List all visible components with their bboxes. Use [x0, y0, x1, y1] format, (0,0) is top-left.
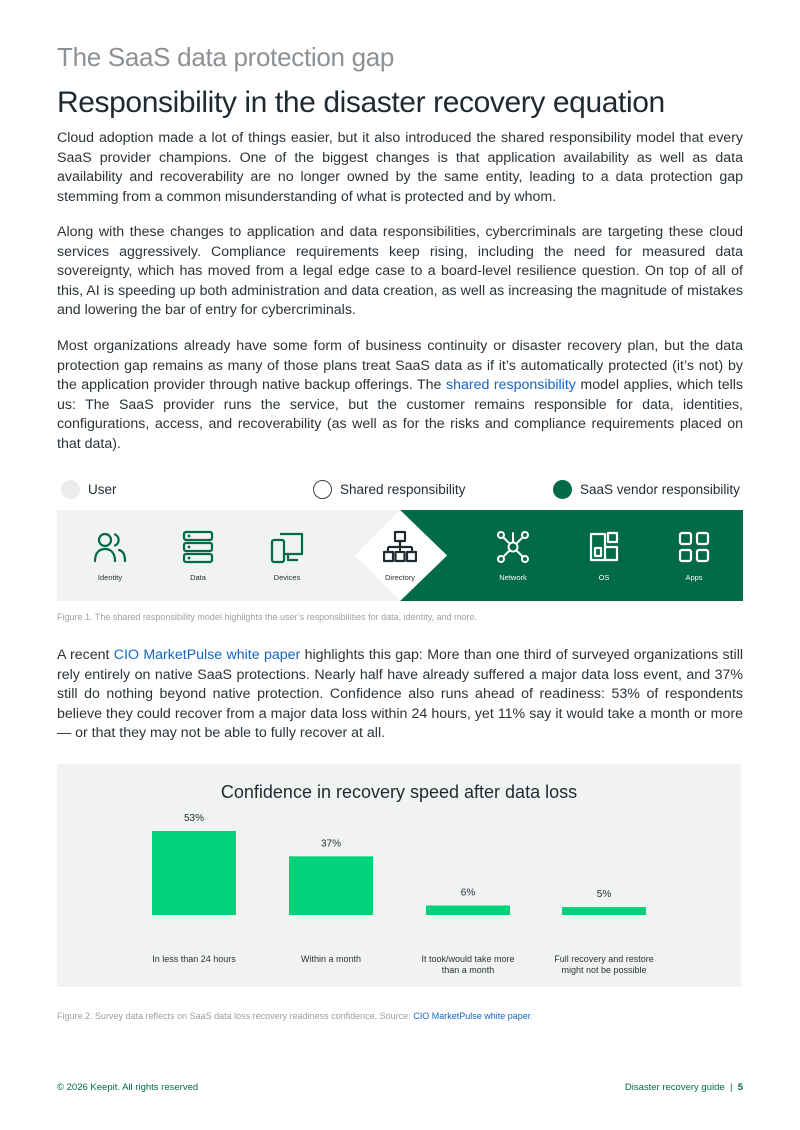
legend-shared	[313, 480, 465, 499]
resp-item-directory	[360, 510, 440, 601]
chart-title: Confidence in recovery speed after data loss	[220, 782, 578, 802]
os-icon	[587, 530, 621, 564]
bar-0	[152, 831, 236, 915]
bar-1	[289, 856, 373, 915]
category-label: It took/would take more	[421, 954, 515, 964]
resp-label: OS	[598, 573, 610, 582]
resp-item-os	[564, 510, 644, 601]
marketpulse-link[interactable]: CIO MarketPulse white paper	[113, 647, 301, 663]
paragraph-text: A recent	[57, 647, 114, 663]
apps-icon	[677, 530, 711, 564]
legend-label: User	[88, 482, 117, 497]
resp-item-apps	[654, 510, 734, 601]
chart-canvas	[57, 764, 741, 987]
footer-page-info	[625, 1082, 743, 1093]
caption-text: .	[530, 1011, 533, 1021]
category-label: might not be possible	[561, 965, 647, 975]
data-icon	[181, 530, 215, 564]
legend-vendor	[553, 480, 740, 499]
category-label: than a month	[441, 965, 495, 975]
resp-label: Devices	[273, 573, 301, 582]
marketpulse-paragraph	[57, 646, 743, 744]
legend-label: Shared responsibility	[340, 482, 466, 497]
value-label: 53%	[183, 813, 205, 824]
resp-label: Identity	[97, 573, 123, 582]
responsibility-band	[57, 510, 743, 601]
recovery-confidence-chart	[57, 764, 741, 987]
resp-label: Data	[190, 573, 206, 582]
responsibility-legend	[57, 480, 743, 502]
copyright: © 2026 Keepit. All rights reserved	[57, 1082, 199, 1093]
bar-3	[562, 907, 646, 915]
caption-text: Figure 2. Survey data reflects on SaaS data loss recovery readiness confidence. Source:	[57, 1011, 414, 1021]
legend-user	[61, 480, 117, 499]
category-label: In less than 24 hours	[152, 954, 236, 964]
resp-label: Directory	[384, 573, 415, 582]
resp-item-devices	[247, 510, 327, 601]
shared-responsibility-paragraph	[57, 337, 743, 455]
paragraph-text: model applies, which tells us: The SaaS provider runs the service, but the customer remains responsible for data, identities, configurations, access, and recoverability (as well as for the risks and compliance requirements placed on that data).	[57, 377, 743, 452]
legend-label: SaaS vendor responsibility	[580, 482, 740, 497]
shared-swatch-icon	[313, 480, 332, 499]
guide-title: Disaster recovery guide	[624, 1082, 725, 1093]
resp-item-data	[158, 510, 238, 601]
identity-icon	[93, 530, 127, 564]
section-kicker: The SaaS data protection gap	[57, 42, 395, 72]
resp-label: Network	[499, 573, 527, 582]
threats-paragraph: Along with these changes to application and data responsibilities, cybercriminals are targeting these cloud services aggressively. Compliance requirements keep rising, including the need for measured data sovereignty, which has moved from a legal edge case to a board-level resilience question. On top of all of this, AI is speeding up both administration and data creation, as well as increasing the magnitude of mistakes and lowering the bar of entry for cybercriminals.	[57, 224, 743, 319]
figure1-caption: Figure 1. The shared responsibility model highlights the user’s responsibilities for data, identity, and more.	[57, 612, 478, 622]
vendor-swatch-icon	[553, 480, 572, 499]
resp-label: Apps	[685, 573, 703, 582]
resp-item-network	[473, 510, 553, 601]
value-label: 6%	[460, 887, 476, 899]
directory-icon	[383, 530, 417, 564]
user-swatch-icon	[61, 480, 80, 499]
devices-icon	[270, 530, 304, 564]
category-label: Within a month	[300, 954, 362, 964]
network-icon	[496, 530, 530, 564]
footer-separator: |	[729, 1082, 733, 1093]
resp-item-identity	[70, 510, 150, 601]
paragraph-text: highlights this gap: More than one third of surveyed organizations still rely entirely on native SaaS protections. Nearly half have already suffered a major data loss event, and 37% still do nothing beyond native protection. Confidence also runs ahead of readiness: 53% of respondents believe they could recover from a major data loss within 24 hours, yet 11% say it would take a month or more — or that they may not be able to fully recover at all.	[57, 647, 743, 742]
value-label: 37%	[320, 838, 342, 850]
intro-paragraph: Cloud adoption made a lot of things easier, but it also introduced the shared responsibility model that every SaaS provider champions. One of the biggest changes is that application availability as well as data availability and recoverability are no longer owned by the same entity, leading to a data protection gap stemming from a common misunderstanding of what is protected and by whom.	[57, 130, 743, 205]
bar-2	[426, 905, 510, 915]
value-label: 5%	[596, 889, 612, 901]
page-number: 5	[737, 1082, 743, 1093]
page-title: Responsibility in the disaster recovery equation	[57, 86, 665, 119]
figure2-caption	[57, 1011, 533, 1021]
shared-responsibility-link[interactable]: shared responsibility	[445, 377, 576, 394]
paragraph-text: Most organizations already have some form of business continuity or disaster recovery plan, but the data protection gap remains as many of those plans treat SaaS data as if it’s automatically protected (it’s not) by the application provider through native backup offerings. The	[57, 338, 743, 394]
category-label: Full recovery and restore	[554, 954, 654, 964]
figure2-source-link[interactable]: CIO MarketPulse white paper	[413, 1011, 531, 1021]
